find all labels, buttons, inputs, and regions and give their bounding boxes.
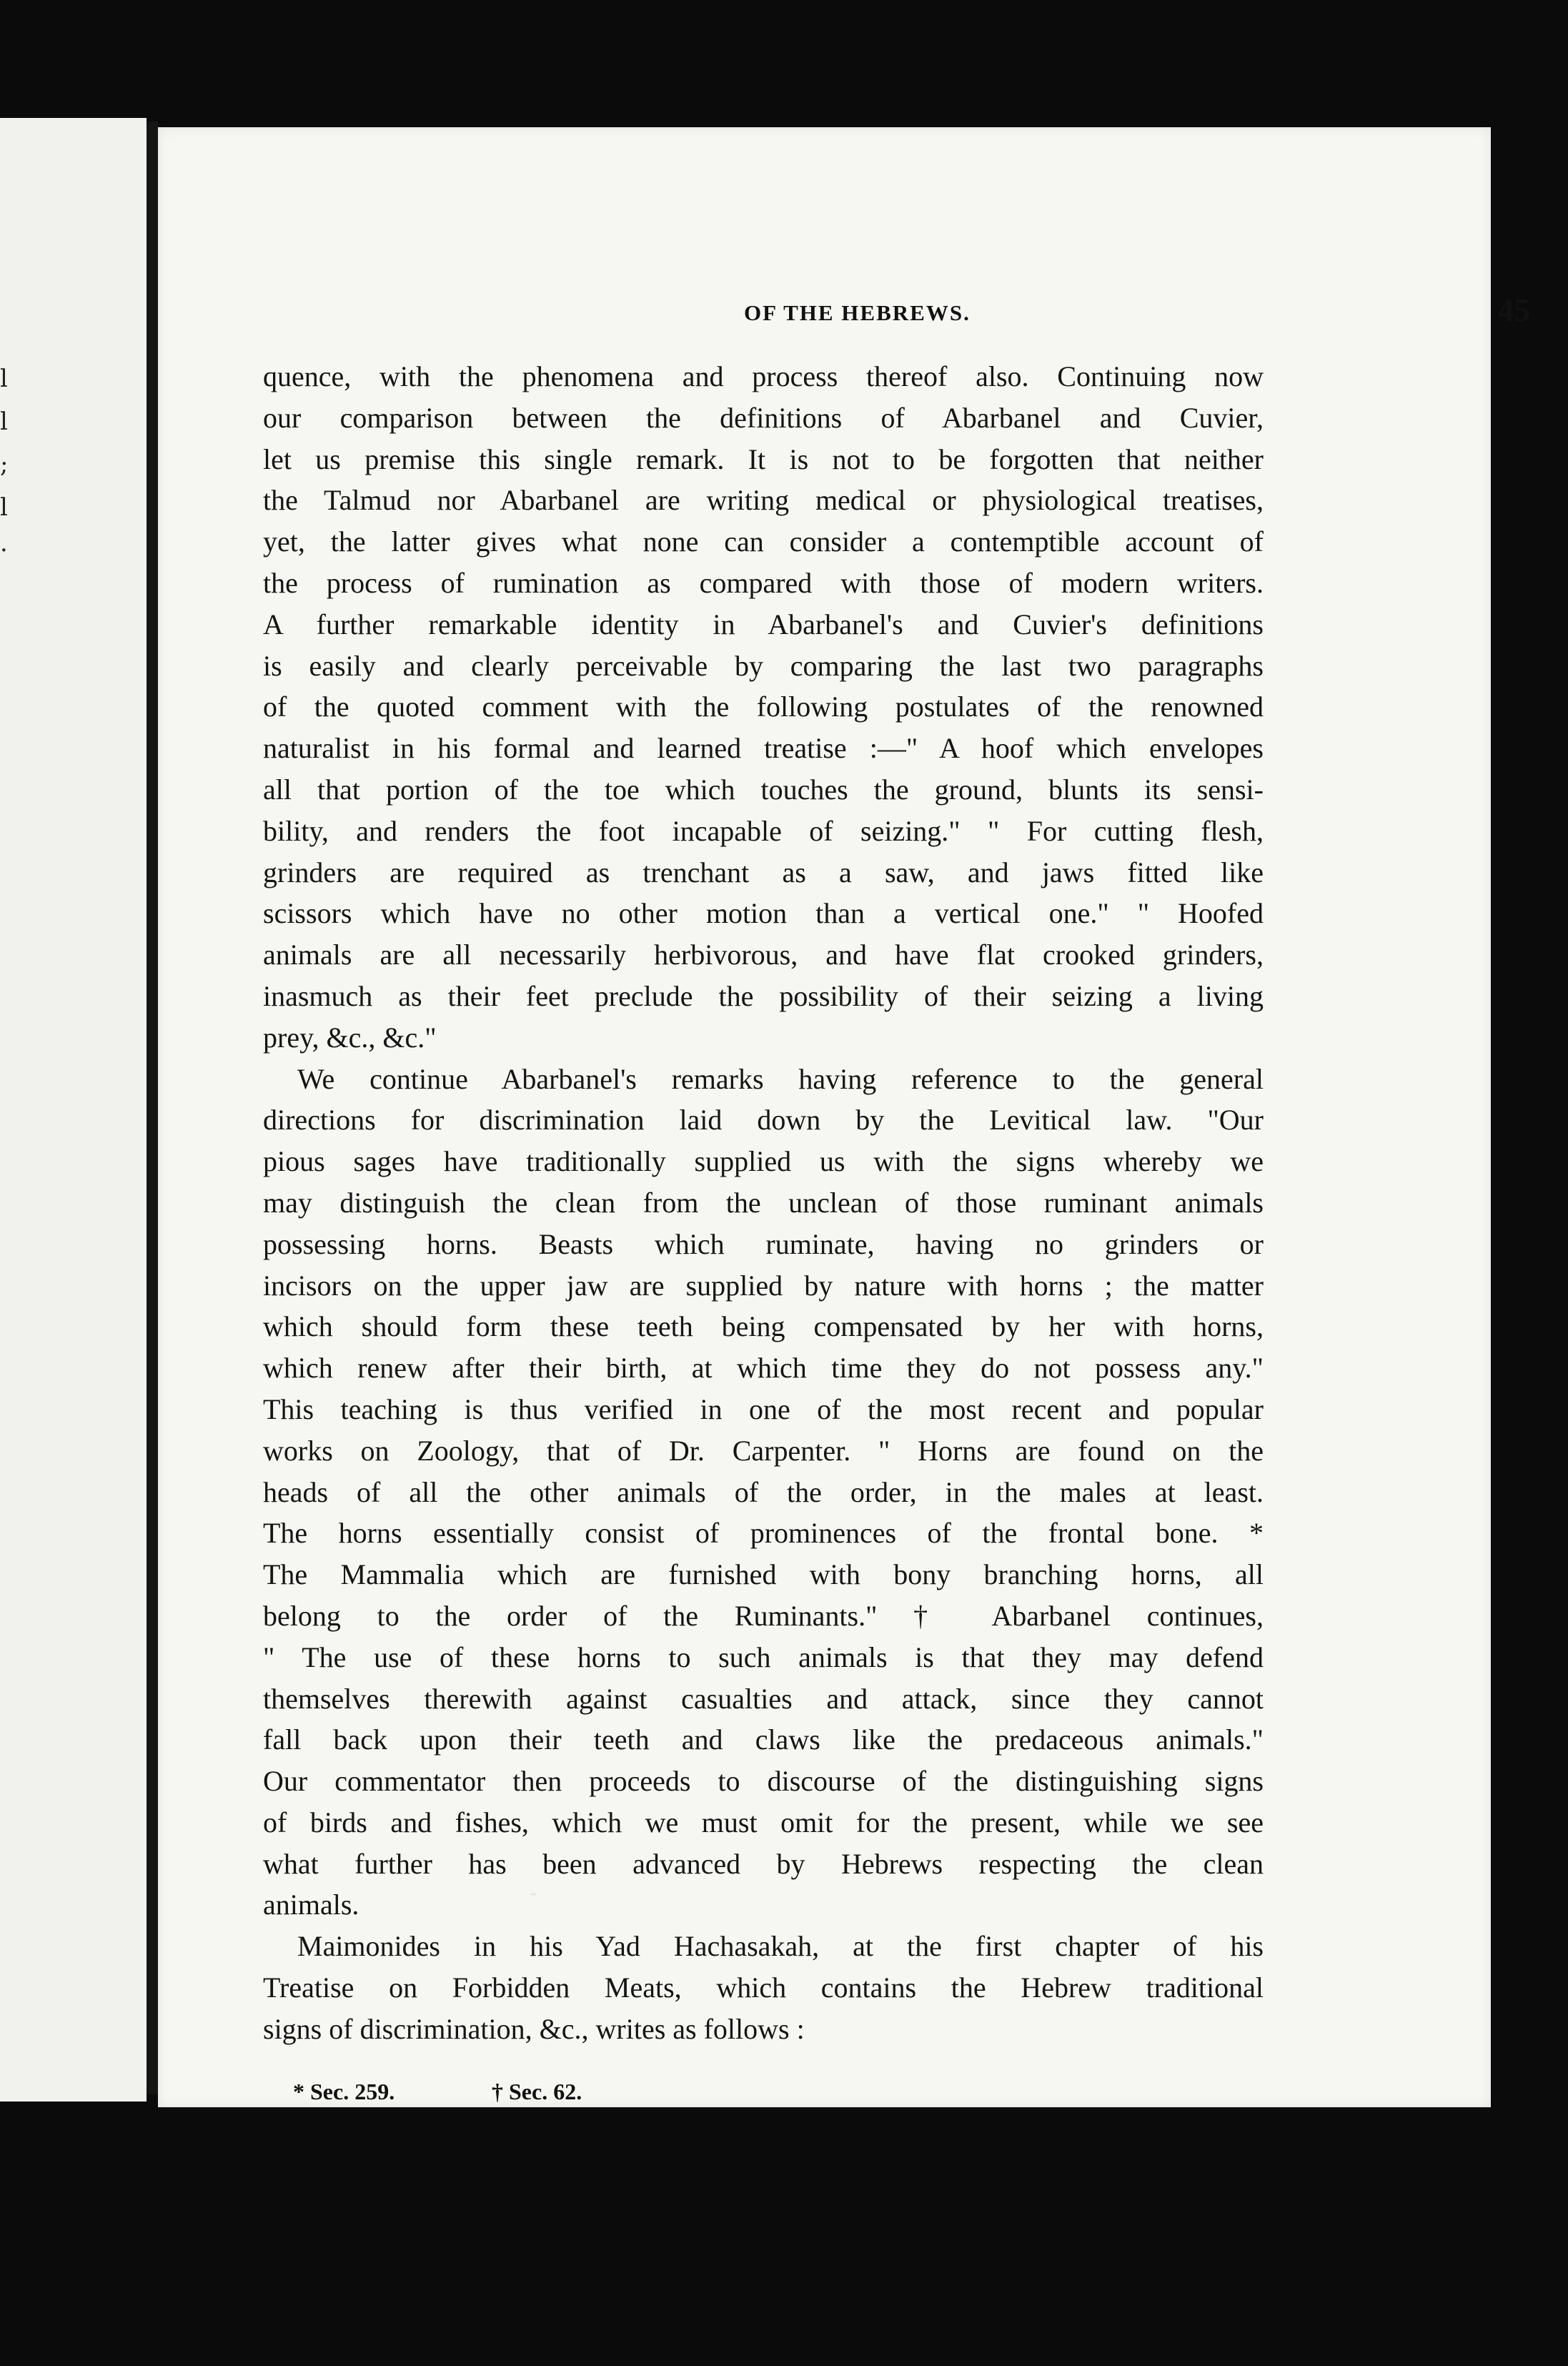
left-mark: l	[0, 493, 8, 522]
body-text	[263, 356, 1264, 2045]
body-line: animals.	[263, 1889, 359, 1921]
book-gutter-line	[147, 122, 158, 2094]
body-line: Treatise on Forbidden Meats, which contains the Hebrew traditional	[263, 1971, 1264, 2004]
body-line: which renew after their birth, at which time they do not possess any."	[263, 1352, 1264, 1385]
body-line: themselves therewith against casualties and attack, since they cannot	[263, 1682, 1264, 1715]
left-mark: l	[0, 365, 8, 393]
body-line: what further has been advanced by Hebrews respecting the clean	[263, 1847, 1264, 1880]
body-line: " The use of these horns to such animals is that they may defend	[263, 1640, 1264, 1673]
paragraph-start-line: Maimonides in his Yad Hachasakah, at the first chapter of his	[297, 1930, 1264, 1963]
left-mark: ·	[0, 536, 8, 565]
left-mark: l	[0, 407, 8, 436]
body-line: quence, with the phenomena and process thereof also. Continuing now	[263, 360, 1264, 392]
paragraph-start-line: We continue Abarbanel's remarks having reference to the general	[297, 1062, 1264, 1095]
body-line: heads of all the other animals of the order, in the males at least.	[263, 1475, 1264, 1508]
body-line: is easily and clearly perceivable by comparing the last two paragraphs	[263, 649, 1264, 682]
body-line: scissors which have no other motion than a vertical one." " Hoofed	[263, 897, 1264, 930]
left-mark: ;	[0, 450, 9, 479]
body-line: The horns essentially consist of prominences of the frontal bone. *	[263, 1517, 1264, 1550]
body-line: the Talmud nor Abarbanel are writing medical or physiological treatises,	[263, 484, 1264, 517]
footnote-1: * Sec. 259.	[293, 2079, 395, 2104]
body-line: prey, &c., &c."	[263, 1021, 437, 1054]
body-line: all that portion of the toe which touches the ground, blunts its sensi-	[263, 773, 1264, 806]
running-header	[265, 292, 1530, 342]
footnote-2: † Sec. 62.	[492, 2079, 582, 2104]
body-line: This teaching is thus verified in one of the most recent and popular	[263, 1392, 1264, 1425]
body-line: inasmuch as their feet preclude the possibility of their seizing a living	[263, 979, 1264, 1012]
body-line: may distinguish the clean from the unclean of those ruminant animals	[263, 1186, 1264, 1219]
left-margin-marks	[0, 357, 14, 572]
body-line: our comparison between the definitions of Abarbanel and Cuvier,	[263, 401, 1264, 434]
body-line: Our commentator then proceeds to discourse of the distinguishing signs	[263, 1765, 1264, 1798]
body-line: which should form these teeth being compensated by her with horns,	[263, 1310, 1264, 1343]
body-line: of the quoted comment with the following postulates of the renowned	[263, 691, 1264, 723]
body-line: possessing horns. Beasts which ruminate, having no grinders or	[263, 1227, 1264, 1260]
body-line: bility, and renders the foot incapable of seizing." " For cutting flesh,	[263, 814, 1264, 847]
body-line: directions for discrimination laid down by the Levitical law. "Our	[263, 1104, 1264, 1137]
body-line: works on Zoology, that of Dr. Carpenter. " Horns are found on the	[263, 1434, 1264, 1467]
body-line: the process of rumination as compared with those of modern writers.	[263, 566, 1264, 599]
body-line: signs of discrimination, &c., writes as follows :	[263, 2012, 805, 2045]
body-line: pious sages have traditionally supplied us with the signs whereby we	[263, 1145, 1264, 1178]
body-line: let us premise this single remark. It is not to be forgotten that neither	[263, 442, 1264, 475]
left-page-edge	[0, 118, 147, 2102]
body-line: grinders are required as trenchant as a saw, and jaws fitted like	[263, 856, 1264, 889]
body-line: fall back upon their teeth and claws like the predaceous animals."	[263, 1723, 1264, 1756]
body-line: naturalist in his formal and learned treatise :—" A hoof which envelopes	[263, 732, 1264, 765]
body-line: animals are all necessarily herbivorous, and have flat crooked grinders,	[263, 939, 1264, 971]
body-line: The Mammalia which are furnished with bony branching horns, all	[263, 1558, 1264, 1591]
page-number: 45	[1498, 292, 1530, 328]
footnotes	[293, 2079, 722, 2114]
body-line: A further remarkable identity in Abarbanel's and Cuvier's definitions	[263, 608, 1264, 640]
body-line: incisors on the upper jaw are supplied by nature with horns ; the matter	[263, 1269, 1264, 1302]
body-line: of birds and fishes, which we must omit for the present, while we see	[263, 1806, 1264, 1838]
header-title: OF THE HEBREWS.	[744, 300, 971, 325]
body-line: belong to the order of the Ruminants." † Abarbanel continues,	[263, 1599, 1264, 1632]
body-line: yet, the latter gives what none can consider a contemptible account of	[263, 525, 1264, 558]
